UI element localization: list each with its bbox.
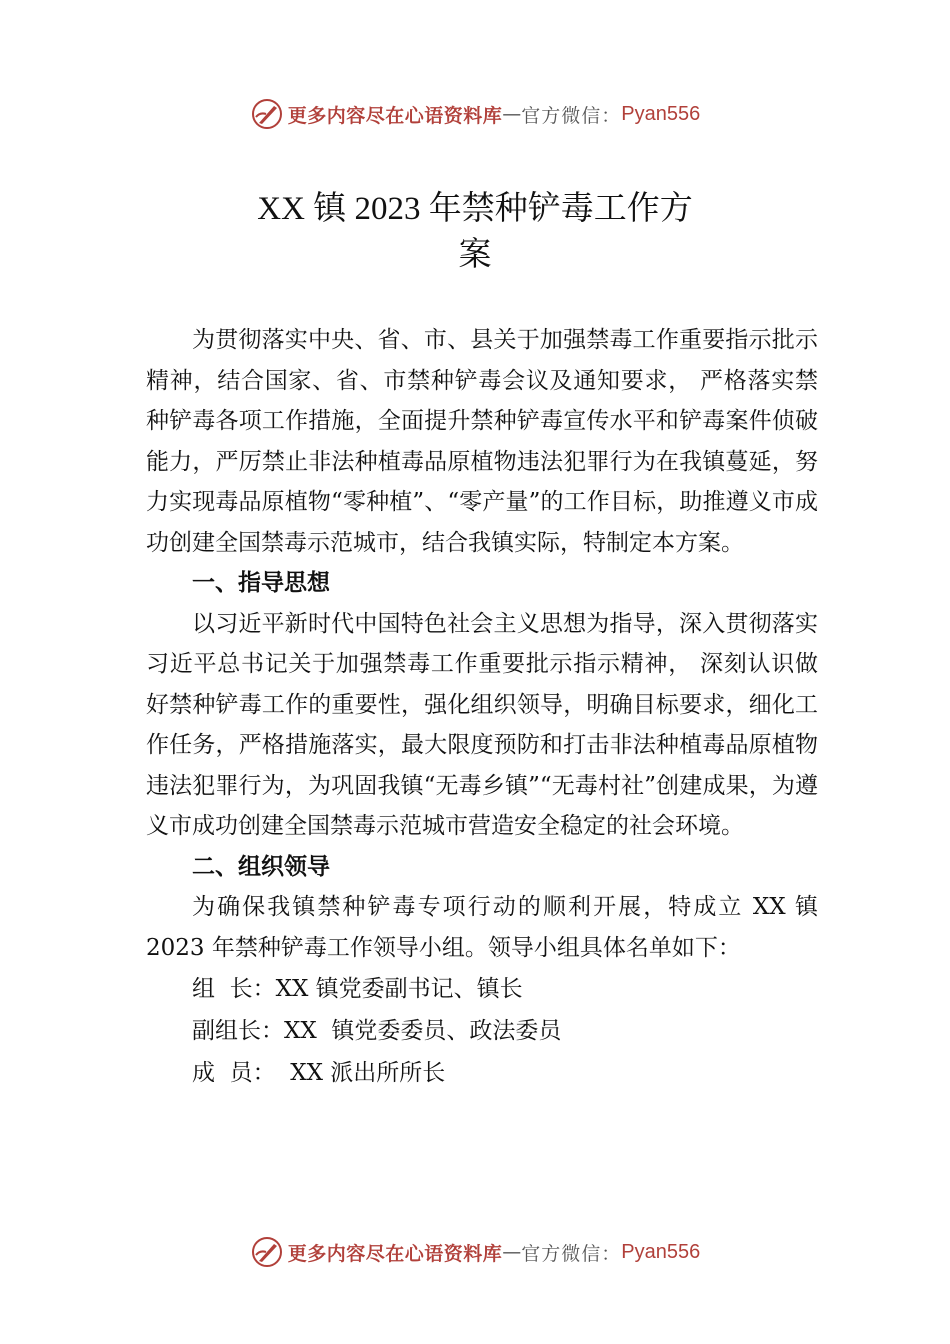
document-body [146,320,818,1094]
banner-dash: — [502,103,522,125]
intro-paragraph: 为贯彻落实中央、省、市、县关于加强禁毒工作重要指示批示精神，结合国家、省、市禁种铲毒会议及通知要求， 严格落实禁种铲毒各项工作措施，全面提升禁种铲毒宣传水平和铲毒案件侦破能力，严厉禁止非法种植毒品原植物违法犯罪行为在我镇蔓延，努力实现毒品原植物“零种植”、“零产量”的工作目标，助推遵义市成功创建全国禁毒示范城市，结合我镇实际，特制定本方案。 [146,327,818,556]
document-title [140,186,810,278]
footer-banner [0,1232,950,1272]
quill-logo-icon [250,1235,284,1269]
quill-logo-icon [250,97,284,131]
banner-wechat-label: 官方微信： [521,104,622,127]
title-line-1: XX 镇 2023 年禁种铲毒工作方 [257,191,693,227]
header-banner [0,94,950,134]
section-2-paragraph: 为确保我镇禁种铲毒专项行动的顺利开展，特成立 XX 镇 2023 年禁种铲毒工作领导小组。领导小组具体名单如下： [146,894,818,961]
footer-banner-title: 更多内容尽在心语资料库 [287,1242,503,1265]
footer-banner-wechat-id: Pyan556 [621,1240,701,1263]
member-row: 成 员： XX 派出所所长 [192,1060,446,1086]
title-line-2: 案 [458,237,492,273]
deputy-row: 副组长：XX 镇党委委员、政法委员 [192,1018,562,1044]
footer-banner-wechat-label: 官方微信： [521,1242,622,1265]
section-1-heading: 一、指导思想 [192,570,330,596]
footer-banner-dash: — [502,1241,522,1263]
section-2-heading: 二、组织领导 [192,853,330,880]
banner-title: 更多内容尽在心语资料库 [287,104,503,127]
section-1-paragraph: 以习近平新时代中国特色社会主义思想为指导，深入贯彻落实习近平总书记关于加强禁毒工作重要批示指示精神， 深刻认识做好禁种铲毒工作的重要性，强化组织领导，明确目标要求，细化工作任务，严格措施落实，最大限度预防和打击非法种植毒品原植物违法犯罪行为，为巩固我镇“无毒乡镇”“无毒村社”创建成果，为遵义市成功创建全国禁毒示范城市营造安全稳定的社会环境。 [146,610,818,839]
leader-row: 组 长：XX 镇党委副书记、镇长 [192,976,523,1002]
banner-wechat-id: Pyan556 [621,102,701,125]
